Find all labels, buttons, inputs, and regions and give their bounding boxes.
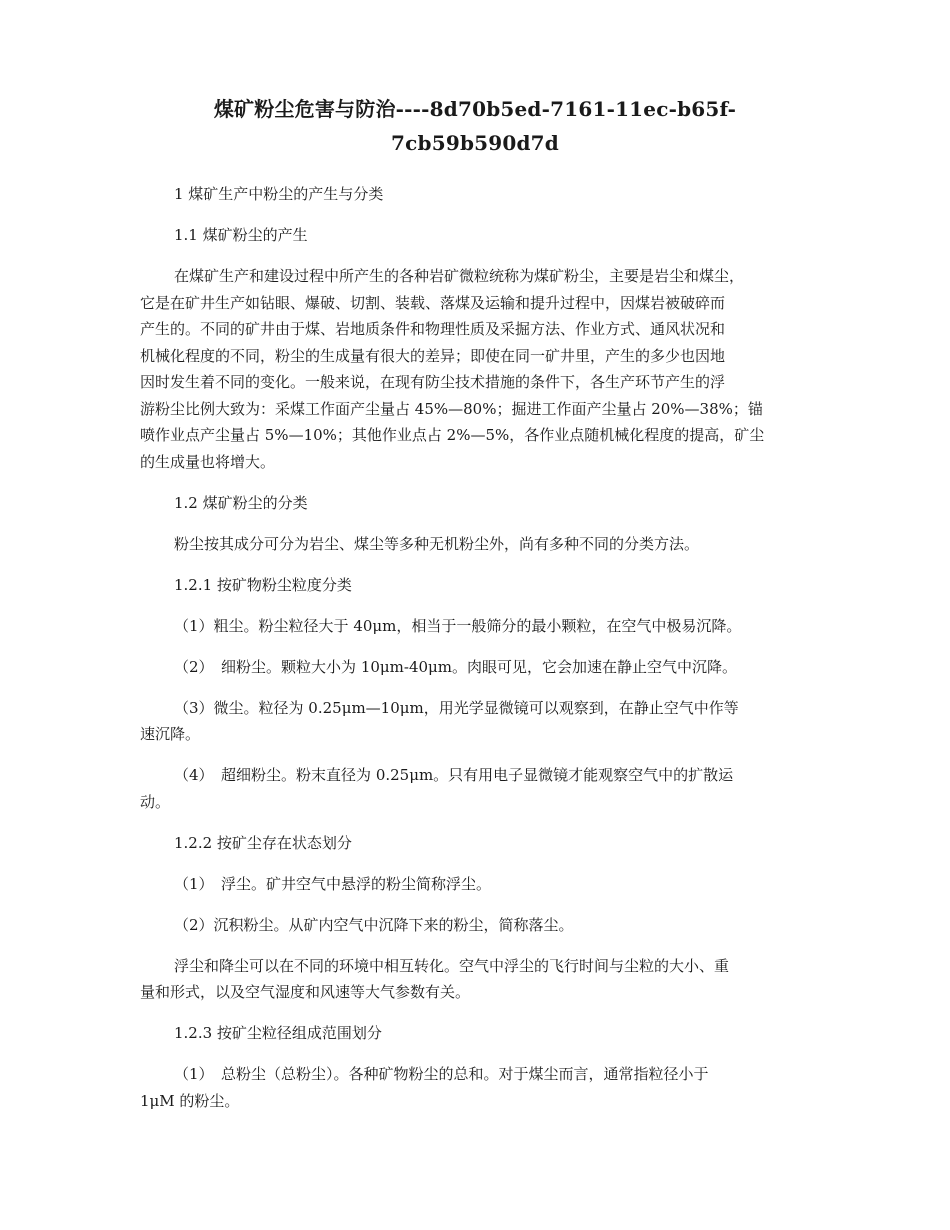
text-line: 产生的。不同的矿井由于煤、岩地质条件和物理性质及采掘方法、作业方式、通风状况和 — [140, 320, 726, 338]
document-body — [140, 181, 820, 1129]
text-line: （1） 总粉尘（总粉尘）。各种矿物粉尘的总和。对于煤尘而言，通常指粒径小于 — [174, 1065, 709, 1083]
section-heading-1-2-2 — [140, 830, 820, 857]
text-line: 粉尘按其成分可分为岩尘、煤尘等多种无机粉尘外，尚有多种不同的分类方法。 — [174, 534, 700, 553]
text-line: 量和形式，以及空气湿度和风速等大气参数有关。 — [140, 983, 471, 1001]
text-line: 机械化程度的不同，粉尘的生成量有很大的差异；即使在同一矿井里，产生的多少也因地 — [140, 346, 726, 365]
text-line: 1.2.2 按矿尘存在状态划分 — [174, 833, 352, 852]
text-line: （3）微尘。粒径为 0.25μm—10μm，用光学显微镜可以观察到，在静止空气中作等 — [174, 698, 739, 717]
text-line: 游粉尘比例大致为：采煤工作面产尘量占 45%—80%；掘进工作面产尘量占 20%—38%；锚 — [140, 399, 763, 418]
text-line: （2） 细粉尘。颗粒大小为 10μm-40μm。肉眼可见，它会加速在静止空气中沉降。 — [174, 657, 738, 676]
text-line: 它是在矿井生产如钻眼、爆破、切割、装载、落煤及运输和提升过程中，因煤岩被破碎而 — [140, 293, 726, 312]
text-line: （1） 浮尘。矿井空气中悬浮的粉尘简称浮尘。 — [174, 874, 492, 893]
text-line: （1）粗尘。粉尘粒径大于 40μm，相当于一般筛分的最小颗粒，在空气中极易沉降。 — [174, 616, 742, 635]
list-item-ultrafine-dust — [140, 762, 820, 815]
list-item-floating-dust — [140, 871, 820, 898]
section-heading-1 — [140, 181, 820, 208]
text-line: 动。 — [140, 792, 171, 811]
paragraph-dust-generation — [140, 263, 820, 475]
text-line: 1μM 的粉尘。 — [140, 1091, 240, 1110]
list-item-fine-dust — [140, 654, 820, 681]
text-line: 1 煤矿生产中粉尘的产生与分类 — [174, 185, 384, 203]
section-heading-1-2-1 — [140, 572, 820, 599]
list-item-total-dust — [140, 1061, 820, 1114]
text-line: 的生成量也将增大。 — [140, 452, 276, 471]
section-heading-1-1 — [140, 222, 820, 249]
text-line: 因时发生着不同的变化。一般来说，在现有防尘技术措施的条件下，各生产环节产生的浮 — [140, 373, 726, 391]
text-line: （4） 超细粉尘。粉末直径为 0.25μm。只有用电子显微镜才能观察空气中的扩散运 — [174, 766, 734, 784]
text-line: 喷作业点产尘量占 5%—10%；其他作业点占 2%—5%，各作业点随机械化程度的提高，矿尘 — [140, 426, 765, 444]
text-line: 1.2.1 按矿物粉尘粒度分类 — [174, 575, 352, 594]
paragraph-dust-conversion — [140, 953, 820, 1006]
title-line: 7cb59b590d7d — [391, 131, 559, 155]
document-title — [140, 92, 810, 160]
title-line: 煤矿粉尘危害与防治----8d70b5ed-7161-11ec-b65f- — [213, 97, 737, 121]
text-line: 速沉降。 — [140, 725, 201, 743]
list-item-coarse-dust — [140, 613, 820, 640]
list-item-micro-dust — [140, 695, 820, 748]
text-line: （2）沉积粉尘。从矿内空气中沉降下来的粉尘，简称落尘。 — [174, 915, 574, 934]
text-line: 在煤矿生产和建设过程中所产生的各种岩矿微粒统称为煤矿粉尘，主要是岩尘和煤尘， — [174, 267, 745, 285]
text-line: 1.2 煤矿粉尘的分类 — [174, 493, 308, 512]
section-heading-1-2 — [140, 490, 820, 517]
text-line: 1.1 煤矿粉尘的产生 — [174, 226, 308, 244]
paragraph-classification-intro — [140, 531, 820, 558]
list-item-settled-dust — [140, 912, 820, 939]
text-line: 1.2.3 按矿尘粒径组成范围划分 — [174, 1024, 382, 1042]
text-line: 浮尘和降尘可以在不同的环境中相互转化。空气中浮尘的飞行时间与尘粒的大小、重 — [174, 956, 730, 975]
section-heading-1-2-3 — [140, 1020, 820, 1047]
